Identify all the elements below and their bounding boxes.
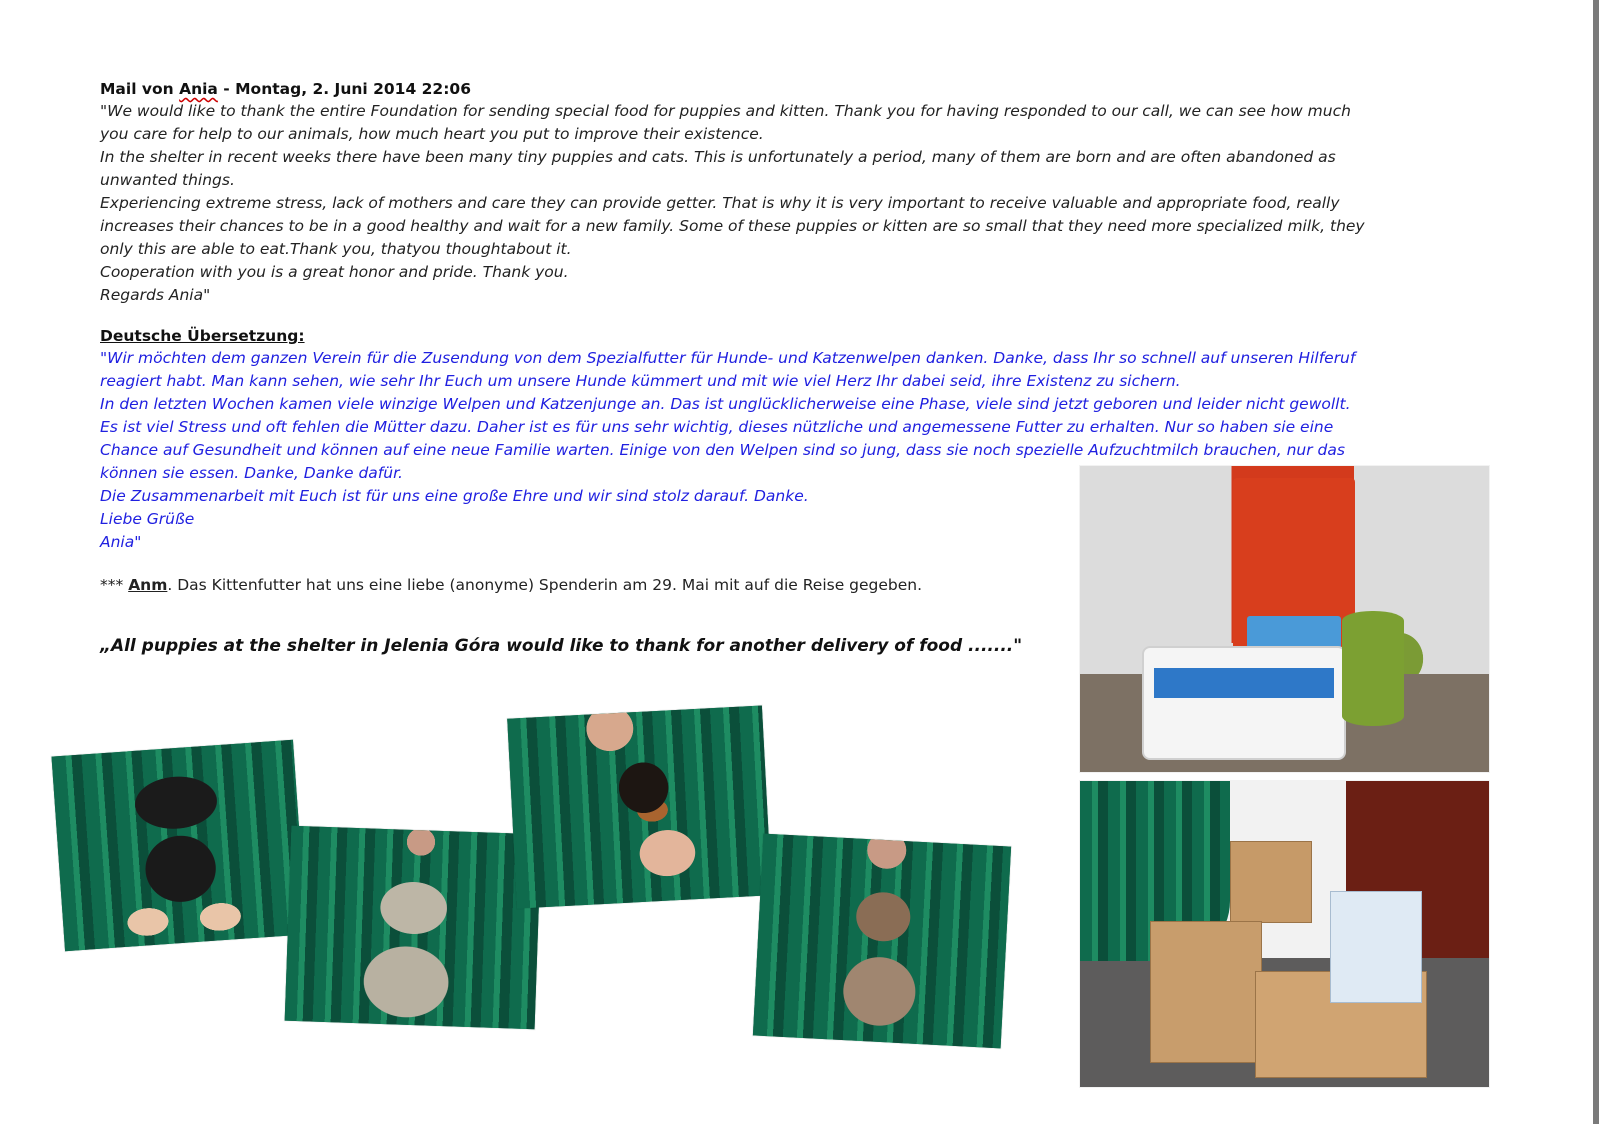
milk-bucket-image [1142,646,1346,760]
letter-line: Cooperation with you is a great honor and pride. Thank you. [100,263,569,281]
letter-line: Experiencing extreme stress, lack of mothers and care they can provide getter. That is why it is very important to receive valuable and appropriate food, really [100,194,1340,212]
letter-line: only this are able to eat.Thank you, thatyou thoughtabout it. [100,240,572,258]
box-image [1230,841,1312,923]
photo-beige-puppy [285,826,542,1030]
translation-line: In den letzten Wochen kamen viele winzige Welpen und Katzenjunge an. Das ist unglücklicherweise eine Phase, viele sind jetzt geboren und leider nicht gewollt. [100,395,1351,413]
photo-unpacking-boxes [1080,781,1489,1087]
food-can-image [1342,611,1404,726]
photo-food-products [1080,466,1489,772]
box-image [1150,921,1262,1063]
milk-packs-image [1330,891,1422,1003]
translation-line: Chance auf Gesundheit und können auf eine neue Familie warten. Einige von den Welpen sind so jung, dass sie noch spezielle Aufzuchtmilch brauchen, nur das [100,441,1345,459]
photo-black-tan-puppy [507,705,772,908]
mail-heading-prefix: Mail von [100,80,180,98]
mail-heading [100,80,1470,98]
translation-line: können sie essen. Danke, Danke dafür. [100,464,403,482]
letter-line: In the shelter in recent weeks there have been many tiny puppies and cats. This is unfortunately a period, many of them are born and are often abandoned as [100,148,1336,166]
dog-food-bag-image [1233,478,1355,668]
translation-line: Es ist viel Stress und oft fehlen die Mütter dazu. Daher ist es für uns sehr wichtig, dieses nützliche und angemessene Futter zu erhalten. Nur so haben sie eine [100,418,1334,436]
photo-black-puppy [51,740,306,951]
english-letter [100,100,1470,307]
translation-line: reagiert habt. Man kann sehen, wie sehr Ihr Euch um unsere Hunde kümmert und mit wie viel Herz Ihr dabei seid, ihre Existenz zu sichern. [100,372,1181,390]
translation-line: Die Zusammenarbeit mit Euch ist für uns eine große Ehre und wir sind stolz darauf. Danke. [100,487,809,505]
letter-line: unwanted things. [100,171,235,189]
right-frame-edge [1593,0,1599,1124]
note-anm: Anm [128,576,168,594]
translation-line: Ania" [100,533,142,551]
translation-line: "Wir möchten dem ganzen Verein für die Zusendung von dem Spezialfutter für Hunde- und Katzenwelpen danken. Danke, dass Ihr so schnell auf unseren Hilferuf [100,349,1356,367]
mail-heading-name: Ania [179,80,218,98]
letter-line: increases their chances to be in a good healthy and wait for a new family. Some of these puppies or kitten are so small that they need more specialized milk, they [100,217,1365,235]
thank-you-slogan: „All puppies at the shelter in Jelenia Góra would like to thank for another delivery of food ......." [100,636,1023,656]
photo-tan-puppy [753,834,1011,1049]
translation-line: Liebe Grüße [100,510,195,528]
note-stars: *** [100,576,129,594]
translation-title: Deutsche Übersetzung: [100,327,305,345]
note-text: . Das Kittenfutter hat uns eine liebe (anonyme) Spenderin am 29. Mai mit auf die Reise gegeben. [167,576,923,594]
letter-line: "We would like to thank the entire Foundation for sending special food for puppies and kitten. Thank you for having responded to our call, we can see how much [100,102,1351,120]
letter-line: you care for help to our animals, how much heart you put to improve their existence. [100,125,764,143]
mail-heading-date: - Montag, 2. Juni 2014 22:06 [217,80,471,98]
letter-line: Regards Ania" [100,286,211,304]
